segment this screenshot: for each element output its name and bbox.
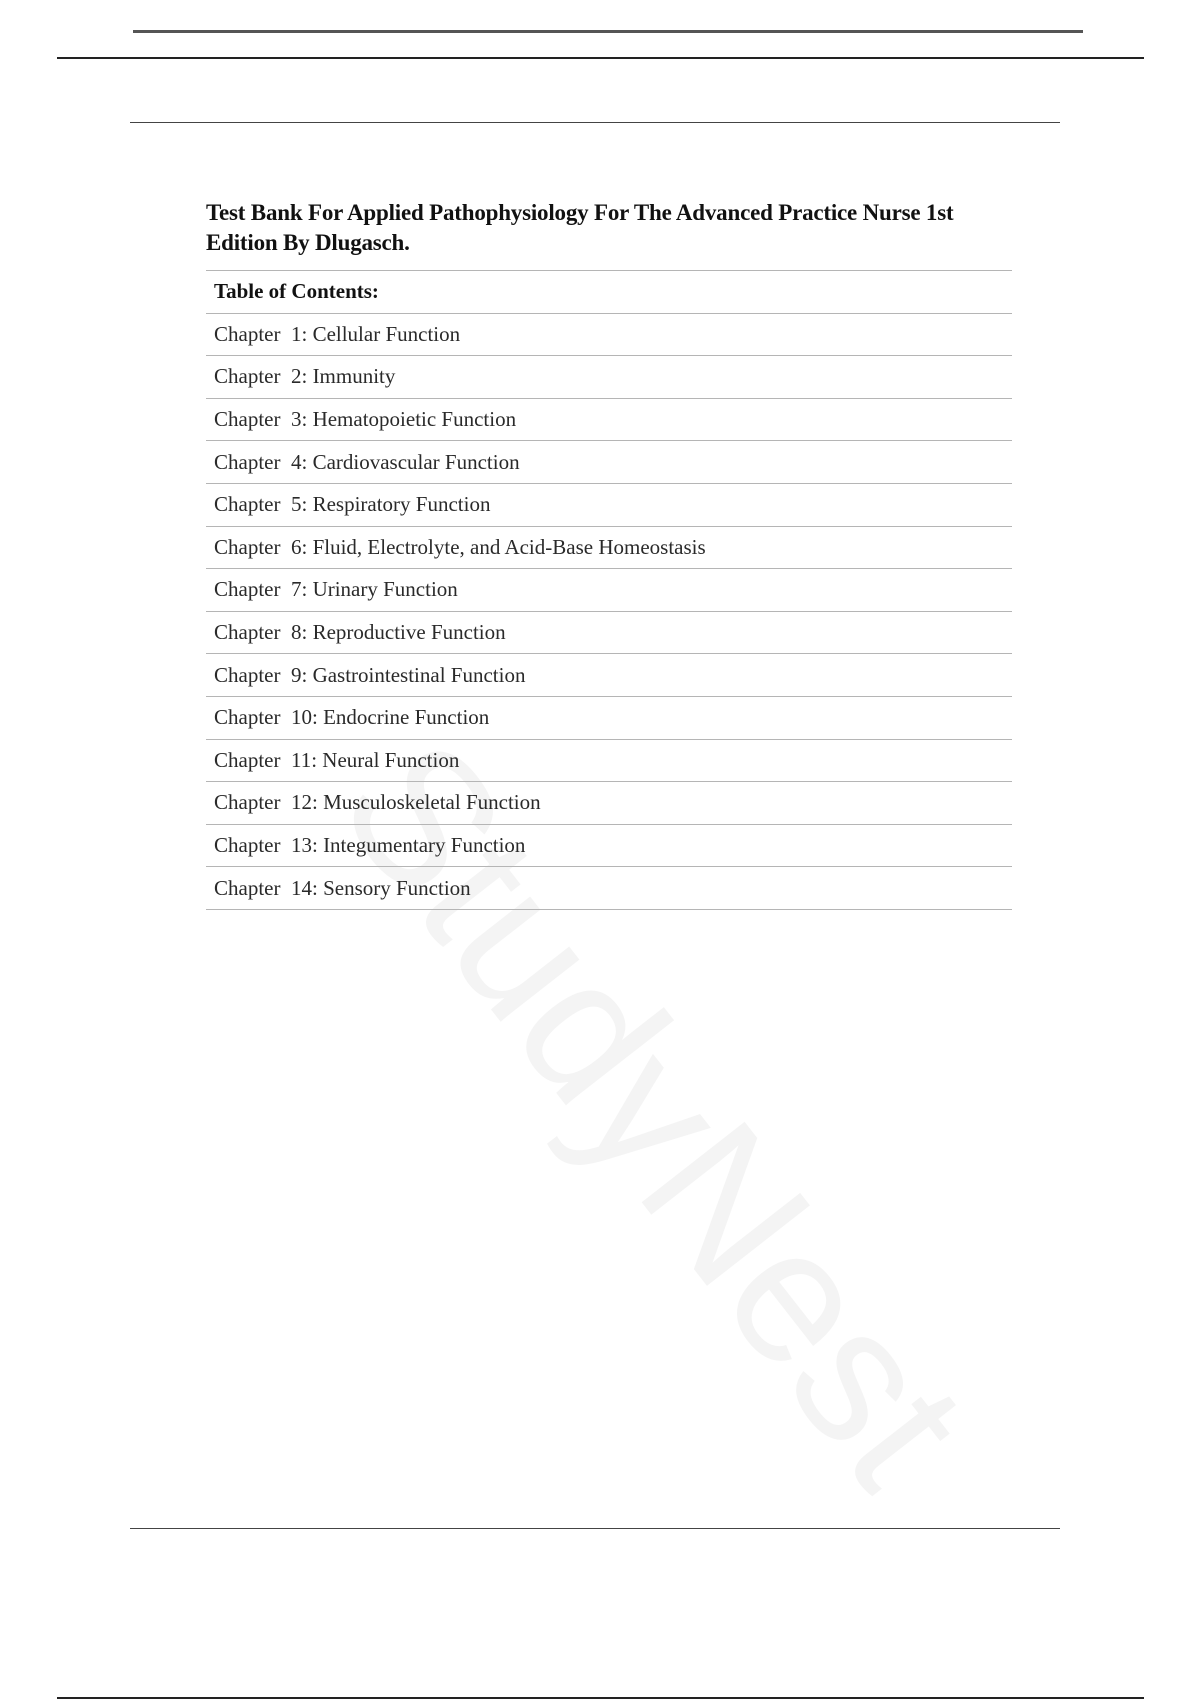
chapter-title: Sensory Function [323,875,471,900]
chapter-title: Hematopoietic Function [312,407,517,432]
chapter-label: Chapter 1: [214,321,308,346]
toc-heading: Table of Contents: [206,271,1012,314]
chapter-title: Cellular Function [312,321,461,346]
toc-row [206,782,1012,825]
toc-row [206,569,1012,612]
toc-row [206,611,1012,654]
header-rule-top [133,30,1083,33]
chapter-title: Respiratory Function [312,492,491,517]
toc-row [206,824,1012,867]
chapter-label: Chapter 7: [214,577,308,602]
chapter-title: Cardiovascular Function [312,449,520,474]
chapter-label: Chapter 4: [214,449,308,474]
toc-row [206,398,1012,441]
chapter-label: Chapter 3: [214,407,308,432]
chapter-title: Musculoskeletal Function [323,790,541,815]
table-of-contents [206,270,1012,910]
chapter-label: Chapter 12: [214,790,318,815]
toc-row [206,696,1012,739]
toc-row [206,313,1012,356]
toc-row [206,483,1012,526]
toc-row [206,739,1012,782]
toc-row [206,654,1012,697]
toc-row [206,867,1012,910]
chapter-label: Chapter 13: [214,833,318,858]
chapter-title: Integumentary Function [323,833,526,858]
chapter-label: Chapter 2: [214,364,308,389]
chapter-title: Gastrointestinal Function [312,662,526,687]
document-body [206,198,1012,910]
toc-heading-row [206,271,1012,314]
chapter-label: Chapter 11: [214,747,318,772]
toc-row [206,356,1012,399]
page-footer-rule [130,1528,1060,1529]
toc-row [206,526,1012,569]
chapter-title: Neural Function [322,747,460,772]
chapter-label: Chapter 14: [214,875,318,900]
chapter-label: Chapter 10: [214,705,318,730]
chapter-label: Chapter 6: [214,534,308,559]
chapter-label: Chapter 9: [214,662,308,687]
chapter-label: Chapter 8: [214,620,308,645]
document-title: Test Bank For Applied Pathophysiology For The Advanced Practice Nurse 1st Edition By Dlugasch. [206,200,954,255]
chapter-title: Urinary Function [312,577,458,602]
toc-row [206,441,1012,484]
chapter-title: Immunity [312,364,396,389]
header-rule-full [57,57,1144,59]
chapter-label: Chapter 5: [214,492,308,517]
chapter-title: Endocrine Function [323,705,490,730]
chapter-title: Reproductive Function [312,620,506,645]
page-header-rule [130,122,1060,123]
footer-rule-full [57,1697,1144,1699]
chapter-title: Fluid, Electrolyte, and Acid-Base Homeostasis [312,534,706,559]
